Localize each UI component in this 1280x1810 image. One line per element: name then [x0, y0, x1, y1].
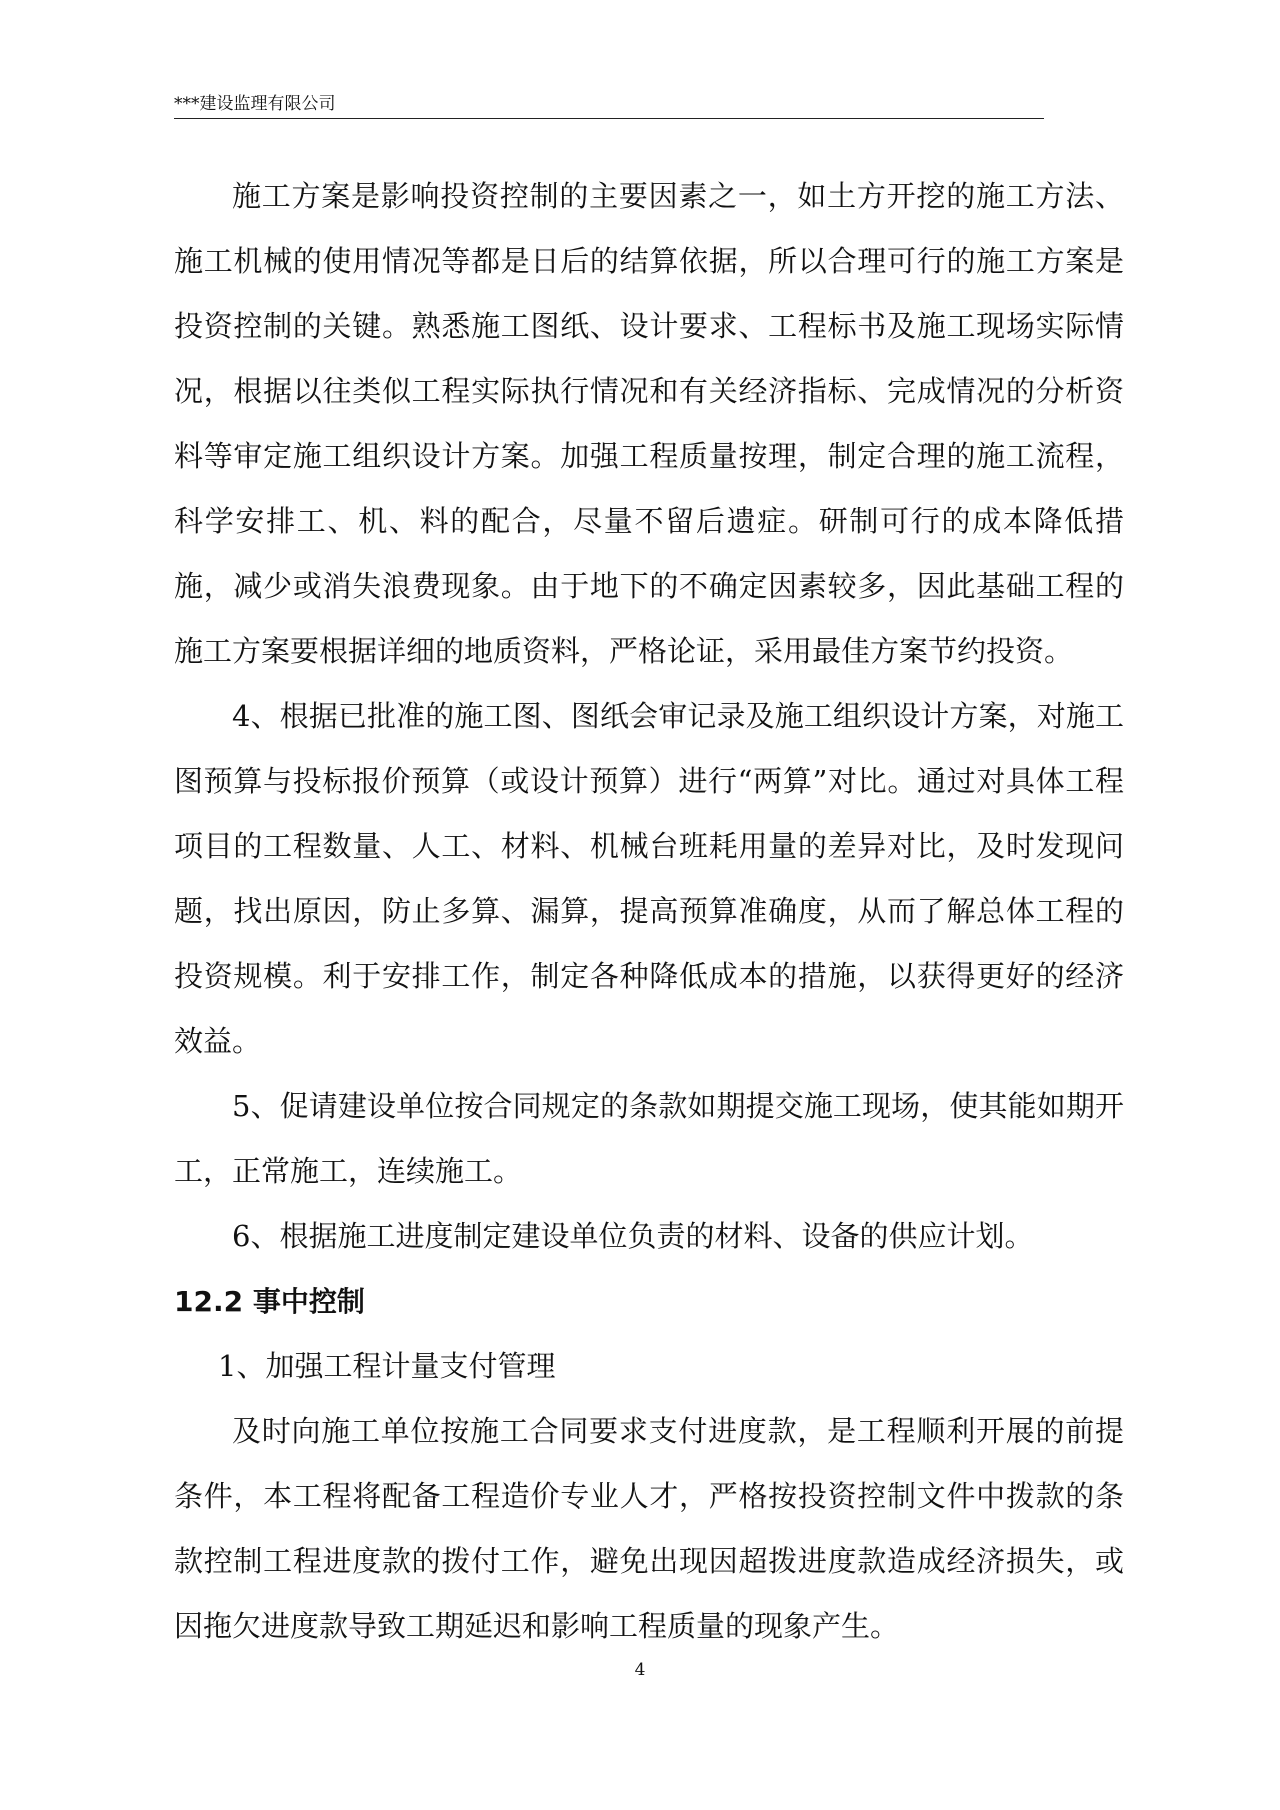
paragraph-payment-management: 及时向施工单位按施工合同要求支付进度款，是工程顺利开展的前提条件，本工程将配备工程造价专业人才，严格按投资控制文件中拨款的条款控制工程进度款的拨付工作，避免出现因超拨进度款造成经济损失，或因拖欠进度款导致工期延迟和影响工程质量的现象产生。 [174, 1414, 1124, 1643]
subheading-item-1: 1、加强工程计量支付管理 [218, 1349, 556, 1383]
paragraph-item-6: 6、根据施工进度制定建设单位负责的材料、设备的供应计划。 [232, 1219, 1034, 1253]
paragraph-item-5: 5、促请建设单位按合同规定的条款如期提交施工现场，使其能如期开工，正常施工，连续施工。 [174, 1089, 1124, 1188]
document-body [174, 164, 1124, 1659]
paragraph-item-4: 4、根据已批准的施工图、图纸会审记录及施工组织设计方案，对施工图预算与投标报价预算（或设计预算）进行“两算”对比。通过对具体工程项目的工程数量、人工、材料、机械台班耗用量的差异对比，及时发现问题，找出原因，防止多算、漏算，提高预算准确度，从而了解总体工程的投资规模。利于安排工作，制定各种降低成本的措施，以获得更好的经济效益。 [174, 699, 1124, 1058]
page-header [174, 92, 1044, 119]
section-heading: 12.2 事中控制 [174, 1285, 365, 1318]
paragraph-construction-plan: 施工方案是影响投资控制的主要因素之一，如土方开挖的施工方法、施工机械的使用情况等都是日后的结算依据，所以合理可行的施工方案是投资控制的关键。熟悉施工图纸、设计要求、工程标书及施工现场实际情况，根据以往类似工程实际执行情况和有关经济指标、完成情况的分析资料等审定施工组织设计方案。加强工程质量按理，制定合理的施工流程，科学安排工、机、料的配合，尽量不留后遗症。研制可行的成本降低措施，减少或消失浪费现象。由于地下的不确定因素较多，因此基础工程的施工方案要根据详细的地质资料，严格论证，采用最佳方案节约投资。 [174, 179, 1124, 668]
header-company-name: ***建设监理有限公司 [174, 94, 336, 114]
page-number: 4 [634, 1660, 646, 1680]
